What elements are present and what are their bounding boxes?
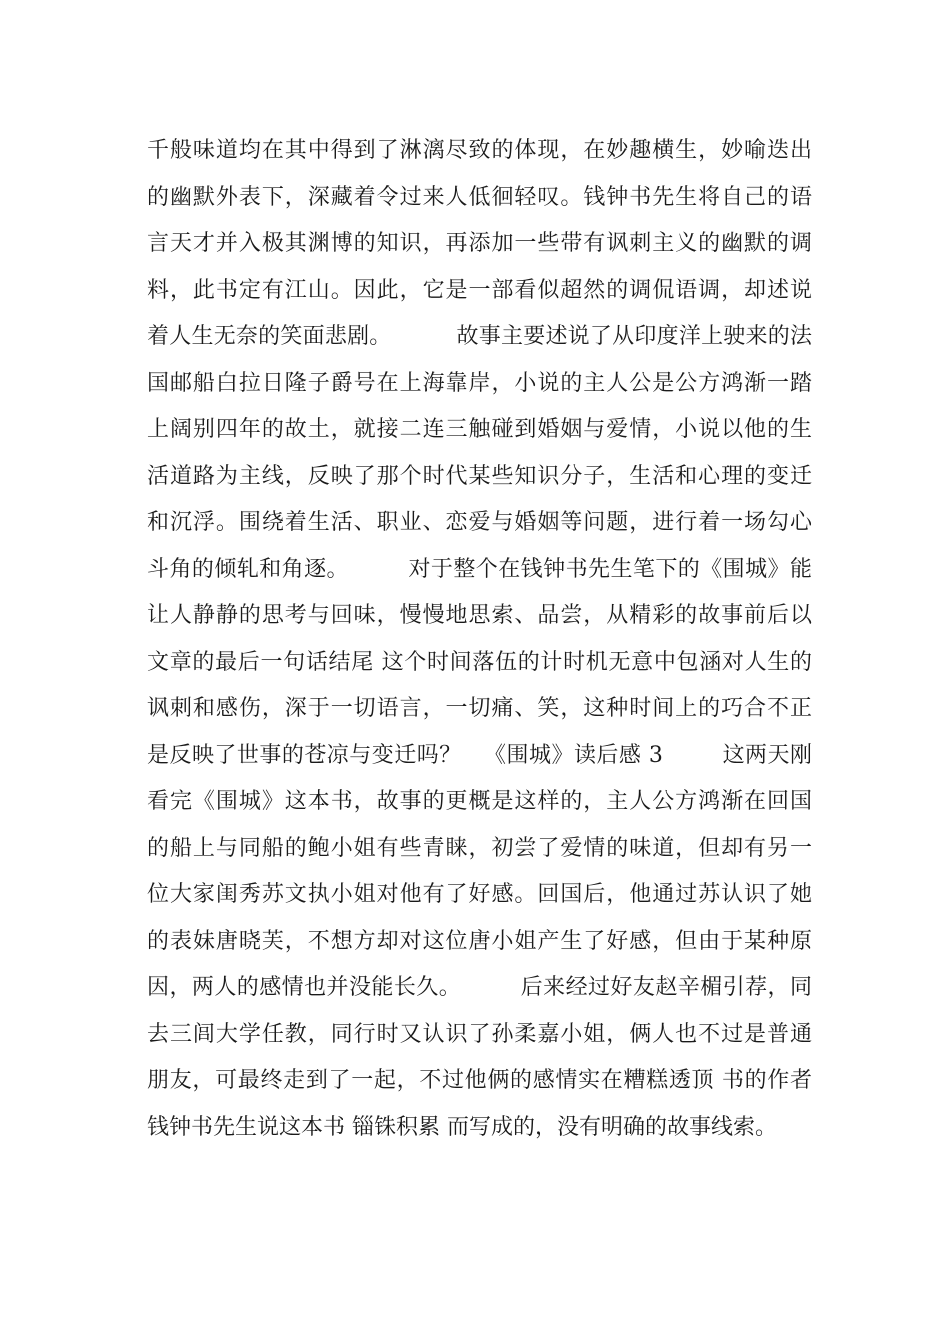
text-line: 钱钟书先生说这本书 锱铢积累 而写成的，没有明确的故事线索。	[147, 1114, 777, 1140]
text-line: 千般味道均在其中得到了淋漓尽致的体现，在妙趣横生，妙喻迭出	[147, 138, 812, 163]
text-line: 因，两人的感情也并没能长久。 后来经过好友赵辛楣引荐，同	[147, 975, 812, 1000]
text-line: 朋友，可最终走到了一起，不过他俩的感情实在糟糕透顶 书的作者	[147, 1068, 812, 1093]
text-line: 上阔别四年的故土，就接二连三触碰到婚姻与爱情，小说以他的生	[147, 417, 812, 442]
text-line: 言天才并入极其渊博的知识，再添加一些带有讽刺主义的幽默的调	[147, 231, 812, 256]
text-line: 的船上与同船的鲍小姐有些青睐，初尝了爱情的味道，但却有另一	[147, 835, 812, 861]
text-line: 让人静静的思考与回味，慢慢地思索、品尝，从精彩的故事前后以	[147, 603, 812, 628]
text-line: 讽刺和感伤，深于一切语言，一切痛、笑，这种时间上的巧合不正	[147, 696, 812, 721]
body-text	[147, 128, 812, 1151]
text-line: 是反映了世事的苍凉与变迁吗？ 《围城》读后感 3 这两天刚	[147, 742, 812, 768]
text-line: 位大家闺秀苏文执小姐对他有了好感。回国后，他通过苏认识了她	[147, 882, 812, 907]
text-line: 斗角的倾轧和角逐。 对于整个在钱钟书先生笔下的《围城》能	[147, 556, 812, 582]
text-line: 活道路为主线，反映了那个时代某些知识分子，生活和心理的变迁	[147, 463, 812, 489]
text-line: 料，此书定有江山。因此，它是一部看似超然的调侃语调，却述说	[147, 277, 812, 303]
text-line: 国邮船白拉日隆子爵号在上海靠岸，小说的主人公是公方鸿渐一踏	[147, 370, 812, 396]
text-line: 的表妹唐晓芙，不想方却对这位唐小姐产生了好感，但由于某种原	[147, 928, 812, 954]
text-line: 和沉浮。围绕着生活、职业、恋爱与婚姻等问题，进行着一场勾心	[147, 510, 812, 535]
text-line: 看完《围城》这本书，故事的更概是这样的，主人公方鸿渐在回国	[147, 789, 812, 814]
text-line: 去三闾大学任教，同行时又认识了孙柔嘉小姐，俩人也不过是普通	[147, 1021, 812, 1047]
text-line: 着人生无奈的笑面悲剧。 故事主要述说了从印度洋上驶来的法	[147, 324, 812, 349]
text-line: 文章的最后一句话结尾 这个时间落伍的计时机无意中包涵对人生的	[147, 649, 812, 675]
text-line: 的幽默外表下，深藏着令过来人低徊轻叹。钱钟书先生将自己的语	[147, 184, 812, 210]
